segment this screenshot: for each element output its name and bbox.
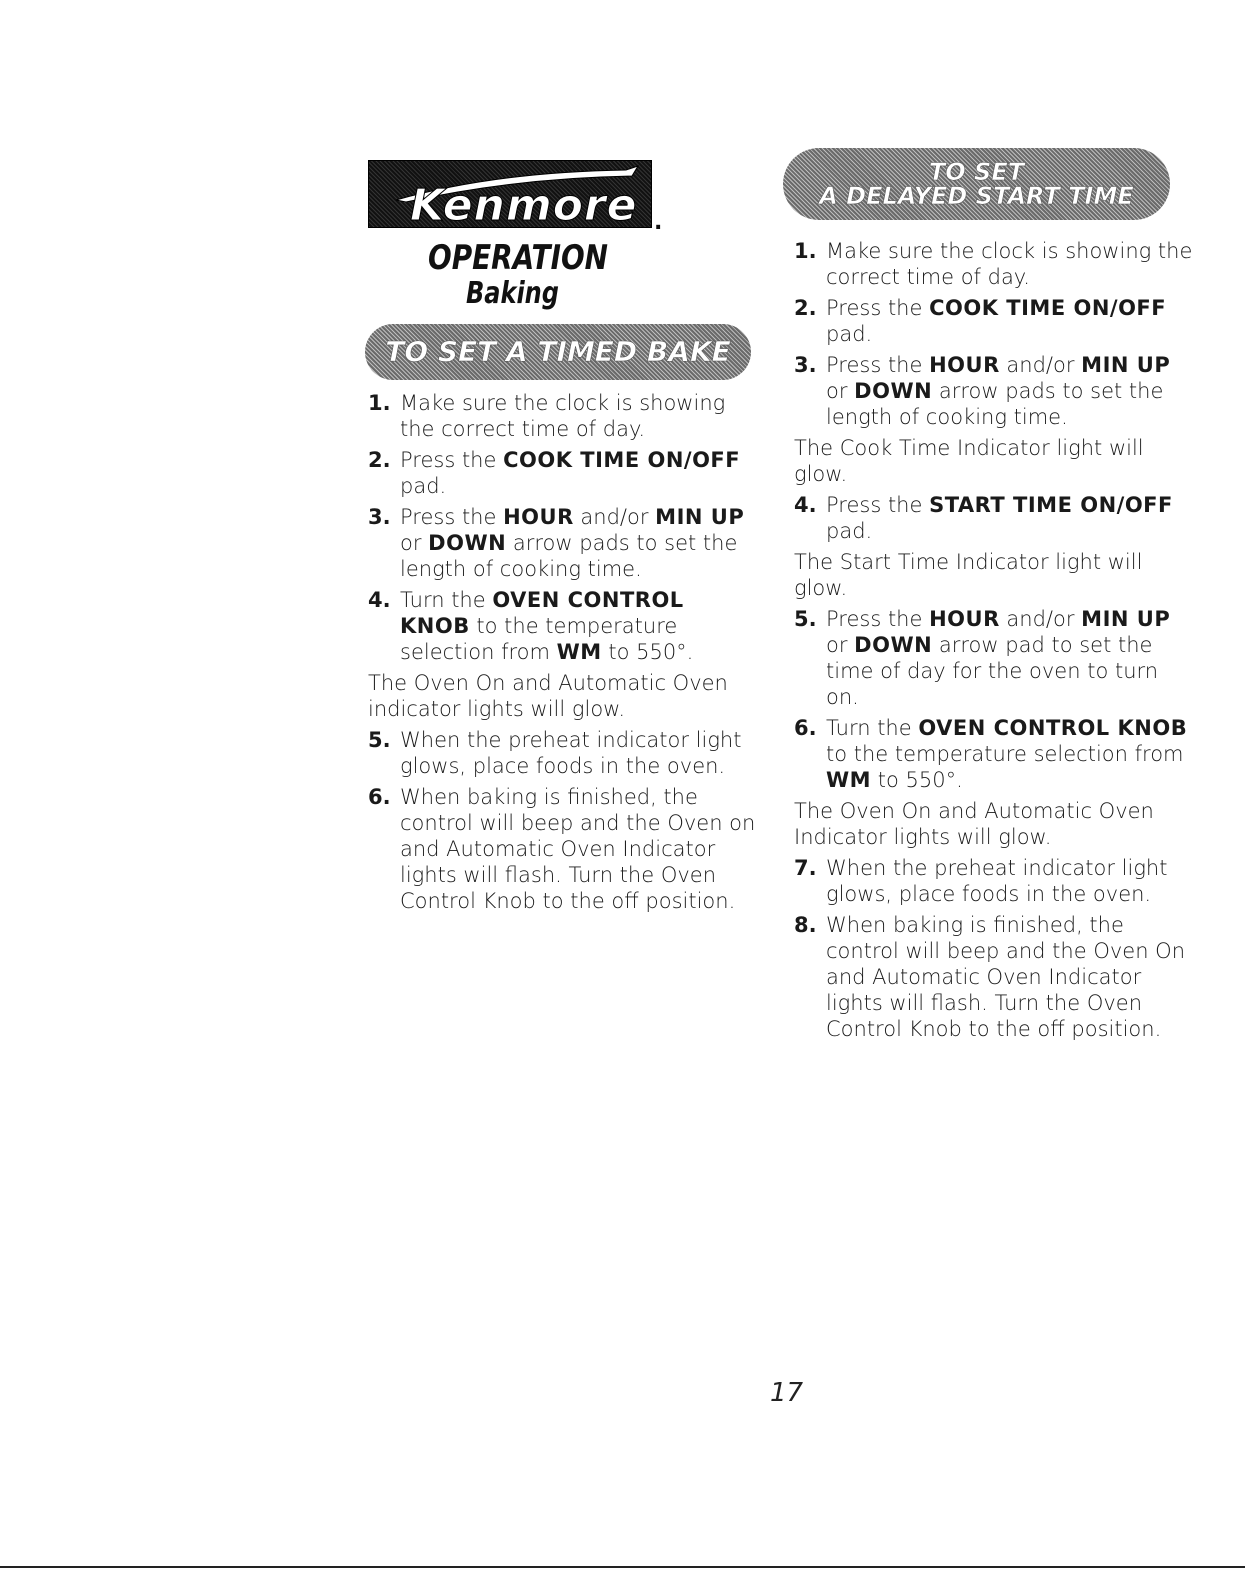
keyword: WM — [556, 640, 602, 664]
step-text: pad. — [400, 474, 447, 498]
step-text: Make sure the clock is showing the correct time of day. — [400, 391, 726, 441]
step-number: 4. — [368, 588, 391, 612]
step-text: to the temperature selection from — [826, 742, 1184, 766]
step-text: Press the — [826, 607, 930, 631]
step-text: Press the — [400, 448, 504, 472]
banner-timed-bake-text: TO SET A TIMED BAKE — [385, 335, 731, 368]
list-item — [794, 352, 1194, 430]
list-item — [368, 504, 758, 582]
step-number: 1. — [368, 391, 391, 415]
step-text: When baking is finished, the control will beep and the Oven On and Automatic Oven Indicator lights will flash. Turn the Oven Control Knob to the off position. — [826, 913, 1186, 1041]
step-text: or — [826, 633, 855, 657]
section-subheading-baking: Baking — [466, 276, 559, 311]
step-text: Press the — [826, 493, 930, 517]
step-text: Press the — [826, 353, 930, 377]
step-text: Press the — [826, 296, 930, 320]
keyword: HOUR — [929, 353, 1000, 377]
step-number: 8. — [794, 913, 817, 937]
keyword: DOWN — [854, 633, 933, 657]
keyword: MIN UP — [1081, 353, 1171, 377]
list-item — [794, 912, 1194, 1042]
step-number: 2. — [368, 448, 391, 472]
note-text: The Cook Time Indicator light will glow. — [794, 436, 1144, 486]
step-number: 4. — [794, 493, 817, 517]
bottom-divider — [0, 1566, 1245, 1568]
keyword: WM — [826, 768, 872, 792]
step-text: When baking is finished, the control will beep and the Oven on and Automatic Oven Indicator lights will flash. Turn the Oven Control Knob to the off position. — [400, 785, 756, 913]
keyword: COOK TIME ON/OFF — [929, 296, 1167, 320]
logo-text: Kenmore — [410, 180, 638, 231]
list-item — [794, 295, 1194, 347]
kenmore-logo — [368, 160, 663, 235]
list-item — [794, 855, 1194, 907]
step-number: 3. — [368, 505, 391, 529]
page-number: 17 — [770, 1378, 804, 1408]
step-number: 2. — [794, 296, 817, 320]
step-number: 7. — [794, 856, 817, 880]
keyword: START TIME ON/OFF — [929, 493, 1173, 517]
banner-delayed-start-line1: TO SET — [928, 158, 1025, 186]
logo-dot: . — [654, 210, 663, 235]
step-text: to 550°. — [871, 768, 963, 792]
note-text: The Oven On and Automatic Oven indicator lights will glow. — [368, 671, 728, 721]
step-text: arrow pads to set the length of cooking time. — [400, 531, 738, 581]
step-text: to the temperature selection from — [400, 614, 678, 664]
step-number: 1. — [794, 239, 817, 263]
banner-delayed-start — [783, 148, 1170, 220]
keyword: OVEN CONTROL KNOB — [918, 716, 1188, 740]
step-text: When the preheat indicator light glows, place foods in the oven. — [400, 728, 742, 778]
list-item — [368, 784, 758, 914]
step-number: 6. — [794, 716, 817, 740]
note-text: The Oven On and Automatic Oven Indicator lights will glow. — [794, 799, 1154, 849]
step-number: 5. — [794, 607, 817, 631]
step-number: 6. — [368, 785, 391, 809]
list-item — [794, 606, 1194, 710]
keyword: OVEN CONTROL KNOB — [400, 588, 684, 638]
list-item — [794, 492, 1194, 544]
list-item — [368, 447, 758, 499]
list-item — [368, 390, 758, 442]
step-number: 5. — [368, 728, 391, 752]
keyword: MIN UP — [655, 505, 745, 529]
list-item — [794, 715, 1194, 793]
step-number: 3. — [794, 353, 817, 377]
step-text: Press the — [400, 505, 504, 529]
list-item — [794, 238, 1194, 290]
banner-timed-bake — [365, 324, 751, 380]
delayed-start-instructions — [794, 238, 1194, 1047]
step-text: Turn the — [400, 588, 493, 612]
step-text: arrow pad to set the time of day for the oven to turn on. — [826, 633, 1159, 709]
step-text: arrow pads to set the length of cooking time. — [826, 379, 1164, 429]
keyword: COOK TIME ON/OFF — [503, 448, 741, 472]
timed-bake-instructions — [368, 390, 758, 919]
banner-delayed-start-line2: A DELAYED START TIME — [819, 182, 1134, 210]
step-text: Make sure the clock is showing the correct time of day. — [826, 239, 1193, 289]
list-item — [368, 587, 758, 665]
step-text: pad. — [826, 519, 873, 543]
keyword: DOWN — [428, 531, 507, 555]
section-heading-operation: OPERATION — [428, 238, 608, 278]
keyword: HOUR — [503, 505, 574, 529]
step-text: and/or — [999, 607, 1082, 631]
step-text: to 550°. — [601, 640, 694, 664]
note-text: The Start Time Indicator light will glow. — [794, 550, 1143, 600]
keyword: DOWN — [854, 379, 933, 403]
step-text: and/or — [999, 353, 1082, 377]
keyword: HOUR — [929, 607, 1000, 631]
step-text: When the preheat indicator light glows, place foods in the oven. — [826, 856, 1168, 906]
step-text: or — [400, 531, 429, 555]
list-item — [368, 727, 758, 779]
keyword: MIN UP — [1081, 607, 1171, 631]
step-text: or — [826, 379, 855, 403]
step-text: Turn the — [826, 716, 919, 740]
step-text: pad. — [826, 322, 873, 346]
step-text: and/or — [573, 505, 656, 529]
